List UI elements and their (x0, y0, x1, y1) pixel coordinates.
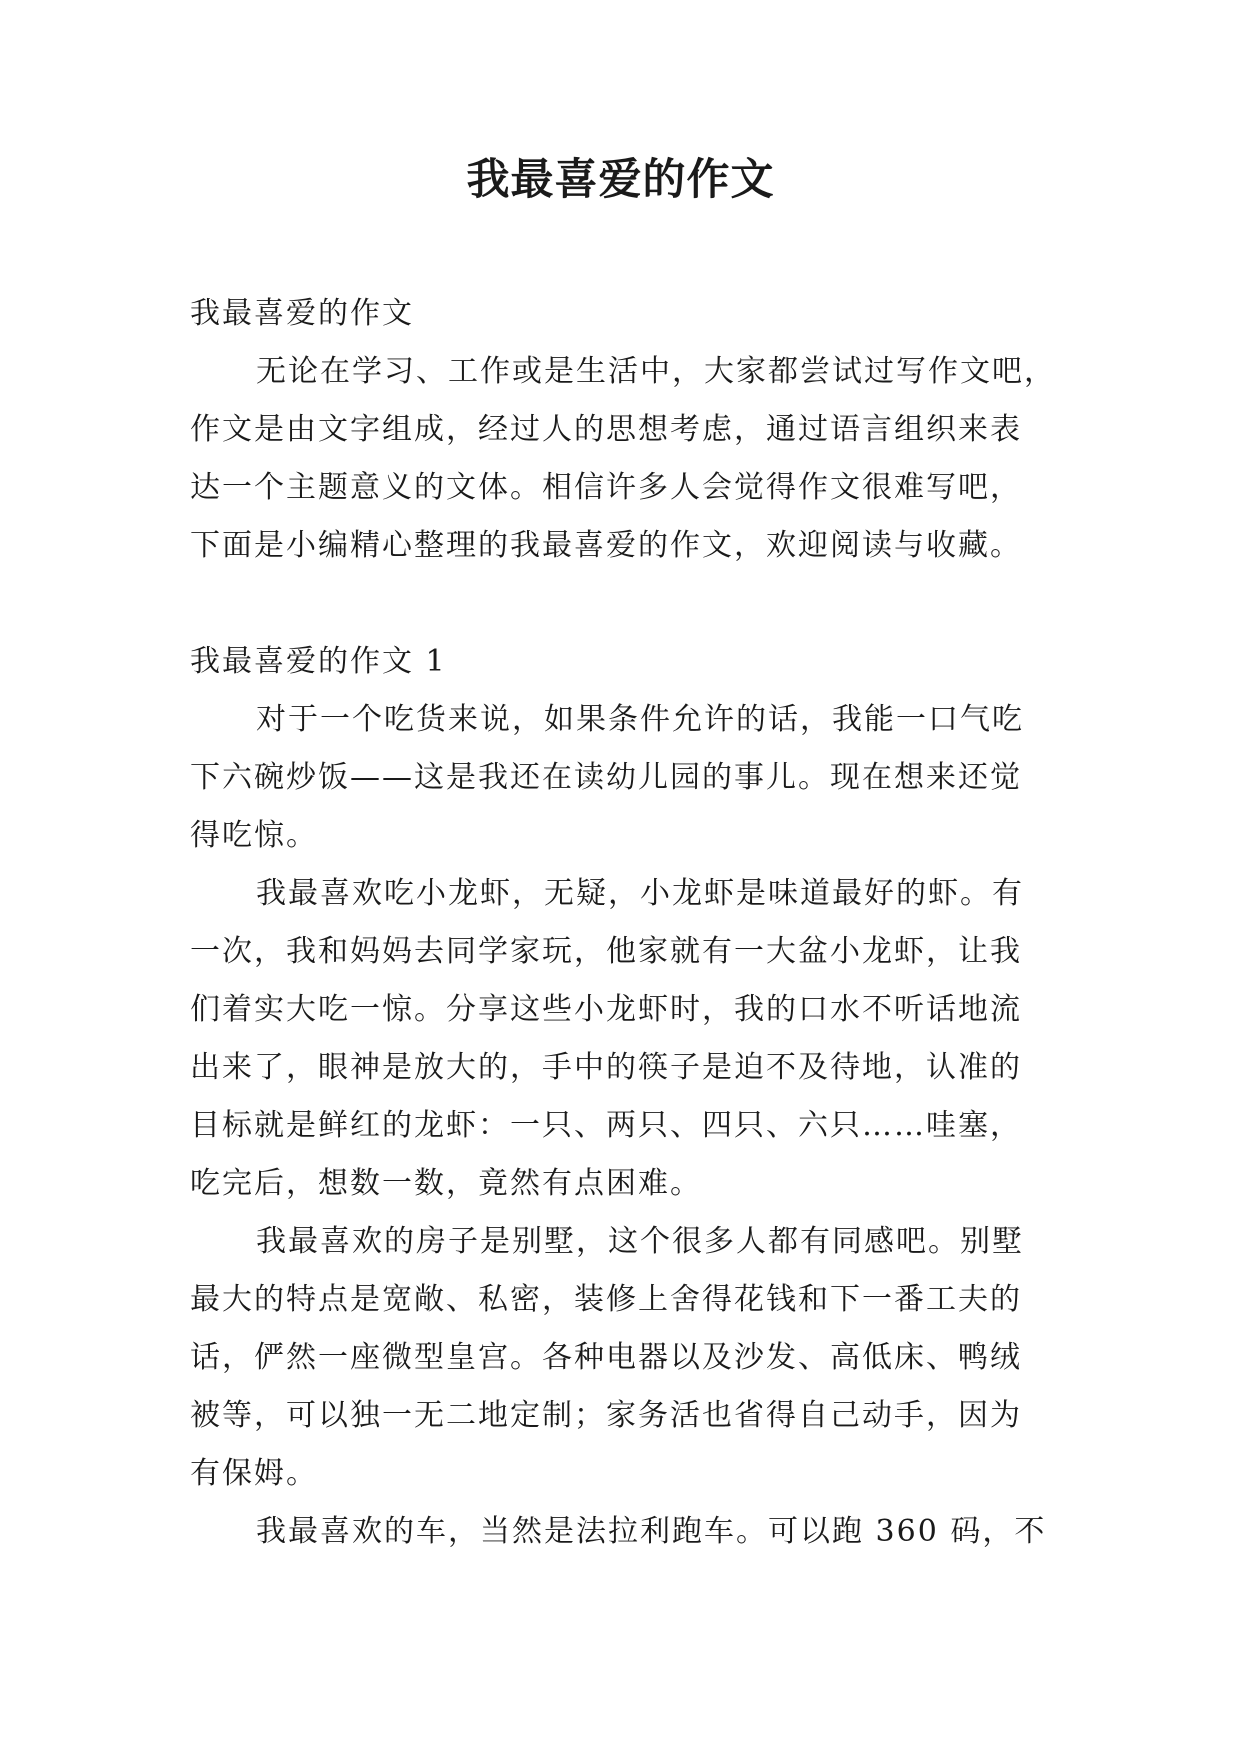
paragraph-line: 下面是小编精心整理的我最喜爱的作文，欢迎阅读与收藏。 (190, 528, 1022, 563)
paragraph-line: 我最喜欢的房子是别墅，这个很多人都有同感吧。别墅 (256, 1224, 1024, 1259)
paragraph-line: 被等，可以独一无二地定制；家务活也省得自己动手，因为 (190, 1398, 1022, 1433)
document-title: 我最喜爱的作文 (466, 155, 775, 205)
paragraph-line: 无论在学习、工作或是生活中，大家都尝试过写作文吧， (256, 354, 1056, 389)
paragraph-line: 目标就是鲜红的龙虾：一只、两只、四只、六只……哇塞， (190, 1108, 1022, 1143)
section-heading: 我最喜爱的作文 (190, 296, 414, 331)
paragraph-line: 达一个主题意义的文体。相信许多人会觉得作文很难写吧， (190, 470, 1022, 505)
paragraph-line: 吃完后，想数一数，竟然有点困难。 (190, 1166, 702, 1201)
blank-line (190, 575, 1060, 633)
section-heading: 我最喜爱的作文 1 (190, 644, 447, 679)
document-body (190, 285, 1060, 1561)
paragraph-line: 得吃惊。 (190, 818, 318, 853)
paragraph-line: 作文是由文字组成，经过人的思想考虑，通过语言组织来表 (190, 412, 1022, 447)
paragraph-line: 出来了，眼神是放大的，手中的筷子是迫不及待地，认准的 (190, 1050, 1022, 1085)
paragraph-line: 话，俨然一座微型皇宫。各种电器以及沙发、高低床、鸭绒 (190, 1340, 1022, 1375)
paragraph-line: 下六碗炒饭——这是我还在读幼儿园的事儿。现在想来还觉 (190, 760, 1022, 795)
paragraph-line: 最大的特点是宽敞、私密，装修上舍得花钱和下一番工夫的 (190, 1282, 1022, 1317)
paragraph-line: 有保姆。 (190, 1456, 318, 1491)
paragraph-line: 一次，我和妈妈去同学家玩，他家就有一大盆小龙虾，让我 (190, 934, 1022, 969)
paragraph-line: 对于一个吃货来说，如果条件允许的话，我能一口气吃 (256, 702, 1024, 737)
paragraph-line: 我最喜欢的车，当然是法拉利跑车。可以跑 360 码，不 (256, 1514, 1047, 1549)
paragraph-line: 们着实大吃一惊。分享这些小龙虾时，我的口水不听话地流 (190, 992, 1022, 1027)
paragraph-line: 我最喜欢吃小龙虾，无疑，小龙虾是味道最好的虾。有 (256, 876, 1024, 911)
